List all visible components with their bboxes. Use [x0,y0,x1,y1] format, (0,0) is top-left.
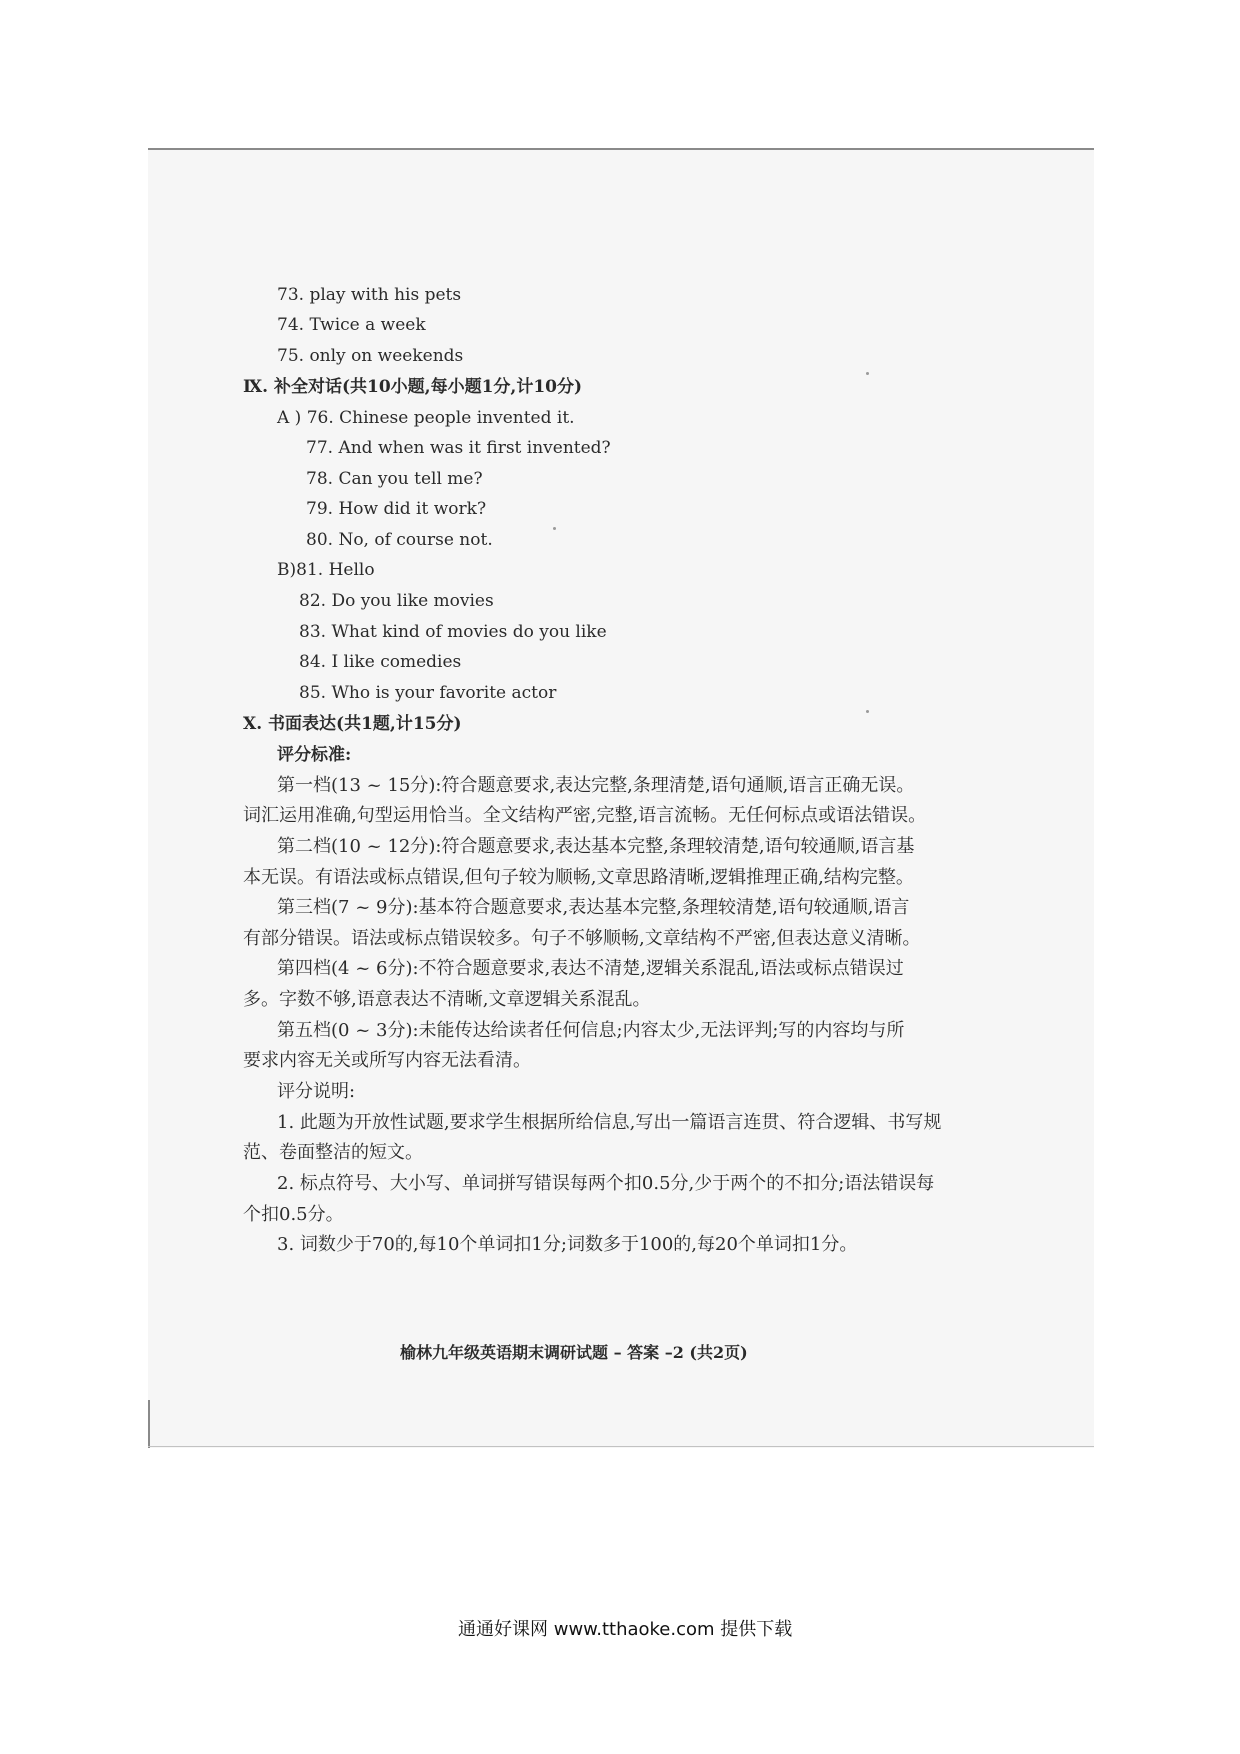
grade-4-line-1: 第四档(4 ~ 6分):不符合题意要求,表达不清楚,逻辑关系混乱,语法或标点错误过 [277,958,904,979]
answer-79: 79. How did it work? [306,499,487,519]
note-3: 3. 词数少于70的,每10个单词扣1分;词数多于100的,每20个单词扣1分。 [277,1234,858,1255]
grade-5-line-1: 第五档(0 ~ 3分):未能传达给读者任何信息;内容太少,无法评判;写的内容均与所 [277,1020,905,1041]
grade-2-line-2: 本无误。有语法或标点错误,但句子较为顺畅,文章思路清晰,逻辑推理正确,结构完整。 [243,867,914,888]
scan-speck [553,527,556,530]
answer-85: 85. Who is your favorite actor [299,683,557,703]
grade-1-line-2: 词汇运用准确,句型运用恰当。全文结构严密,完整,语言流畅。无任何标点或语法错误。 [243,805,927,826]
note-1-line-1: 1. 此题为开放性试题,要求学生根据所给信息,写出一篇语言连贯、符合逻辑、书写规 [277,1112,942,1133]
section9-heading: Ⅸ. 补全对话(共10小题,每小题1分,计10分) [243,377,583,397]
scan-speck [866,710,869,713]
grade-3-line-1: 第三档(7 ~ 9分):基本符合题意要求,表达基本完整,条理较清楚,语句较通顺,语言 [277,897,910,918]
answer-73: 73. play with his pets [277,285,462,305]
note-1-line-2: 范、卷面整洁的短文。 [243,1142,423,1163]
grade-5-line-2: 要求内容无关或所写内容无法看清。 [243,1050,531,1071]
criteria-title: 评分标准: [277,745,352,765]
answer-75: 75. only on weekends [277,346,464,366]
grade-3-line-2: 有部分错误。语法或标点错误较多。句子不够顺畅,文章结构不严密,但表达意义清晰。 [243,928,921,949]
answer-80: 80. No, of course not. [306,530,493,550]
answer-74: 74. Twice a week [277,315,426,335]
note-2-line-2: 个扣0.5分。 [243,1204,344,1225]
scan-speck [866,372,869,375]
top-rule [148,148,1094,150]
answer-82: 82. Do you like movies [299,591,494,611]
answer-83: 83. What kind of movies do you like [299,622,607,642]
note-2-line-1: 2. 标点符号、大小写、单词拼写错误每两个扣0.5分,少于两个的不扣分;语法错误每 [277,1173,935,1194]
notes-title: 评分说明: [277,1081,356,1102]
grade-2-line-1: 第二档(10 ~ 12分):符合题意要求,表达基本完整,条理较清楚,语句较通顺,语言基 [277,836,915,857]
answer-78: 78. Can you tell me? [306,469,483,489]
grade-1-line-1: 第一档(13 ~ 15分):符合题意要求,表达完整,条理清楚,语句通顺,语言正确无误。 [277,775,915,796]
section10-heading: Ⅹ. 书面表达(共1题,计15分) [243,714,462,734]
grade-4-line-2: 多。字数不够,语意表达不清晰,文章逻辑关系混乱。 [243,989,651,1010]
page-footer: 榆林九年级英语期末调研试题 – 答案 –2 (共2页) [400,1343,748,1362]
answer-81: B)81. Hello [277,560,375,580]
left-rule [148,1400,150,1448]
answer-84: 84. I like comedies [299,652,462,672]
bottom-rule [148,1446,1094,1447]
download-watermark: 通通好课网 www.tthaoke.com 提供下载 [458,1619,793,1640]
answer-77: 77. And when was it first invented? [306,438,611,458]
answer-76: A ) 76. Chinese people invented it. [277,408,575,428]
